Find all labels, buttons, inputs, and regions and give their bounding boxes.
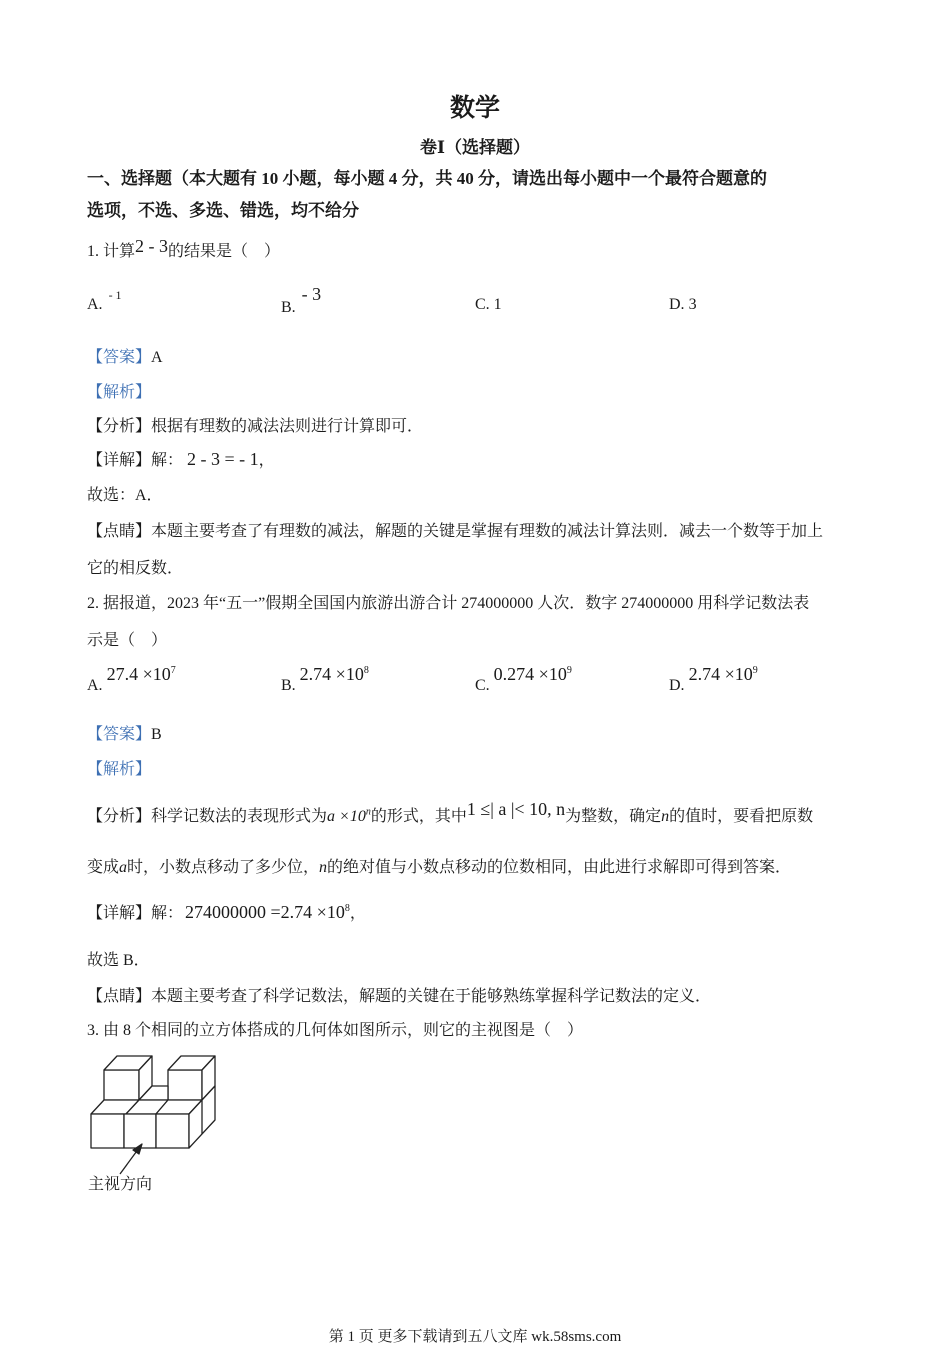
q2-option-a-exp: 7 xyxy=(170,665,176,676)
q1-dianjing-line2: 它的相反数． xyxy=(87,560,184,577)
q1-xiangjie-math: 2 - 3 = - 1 xyxy=(187,449,259,469)
q2-option-c-exp: 9 xyxy=(566,665,572,676)
page-title: 数学 xyxy=(449,95,500,122)
q1-option-c-label: C. xyxy=(475,296,490,313)
q1-answer-value: A xyxy=(151,349,163,366)
q1-option-b xyxy=(281,284,322,317)
q2-stem-line2: 示是（ ） xyxy=(87,632,168,649)
q2-option-a-label: A. xyxy=(87,677,103,694)
q2-stem-line1: 2. 据报道，2023 年“五一”假期全国国内旅游出游合计 274000000 人次．数字 274000000 用科学记数法表 xyxy=(87,595,810,612)
q1-guxuan: 故选：A． xyxy=(87,487,163,504)
q2-option-b-value xyxy=(300,664,369,684)
q2-option-b xyxy=(281,664,369,695)
q1-dianjing-tag: 【点睛】 xyxy=(87,523,152,540)
q1-dianjing-text: 本题主要考查了有理数的减法，解题的关键是掌握有理数的减法计算法则．减去一个数等于加上 xyxy=(151,523,824,540)
page-footer: 第 1 页 更多下载请到五八文库 wk.58sms.com xyxy=(328,1329,622,1345)
q2-analysis-tag: 【解析】 xyxy=(87,761,152,778)
q2-dianjing xyxy=(87,983,711,1006)
q2-guxuan: 故选 B． xyxy=(87,952,150,969)
q2-fenxi-a: 科学记数法的表现形式为 xyxy=(151,808,328,825)
q2-xiangjie-tag: 【详解】 xyxy=(87,905,152,922)
q1-xiangjie-suffix: ， xyxy=(258,452,275,469)
q2-xiangjie-exp: 8 xyxy=(344,903,350,914)
q2-fenxi-b: 的形式，其中 xyxy=(370,808,467,825)
q2-xiangjie-prefix: 解： xyxy=(151,905,184,922)
q2-fenxi-math1-exp: n xyxy=(365,806,371,818)
cube-top-right-front xyxy=(168,1070,202,1100)
q2-option-d-value xyxy=(689,664,758,684)
q2-fenxi-c: 为整数，确定 xyxy=(565,808,662,825)
q2-answer-tag: 【答案】 xyxy=(87,726,152,743)
q2-fenxi-line2-c: 的绝对值与小数点移动的位数相同，由此进行求解即可得到答案． xyxy=(327,859,792,876)
q2-fenxi-math1 xyxy=(327,808,371,825)
q2-fenxi-tag: 【分析】 xyxy=(87,808,152,825)
q2-fenxi-line2-n: n xyxy=(319,859,328,876)
cube-bottom-3-front xyxy=(156,1114,189,1148)
q1-answer-tag: 【答案】 xyxy=(87,349,152,366)
q2-xiangjie-suffix: ， xyxy=(349,905,366,922)
q1-xiangjie-tag: 【详解】 xyxy=(87,452,152,469)
q2-xiangjie-math-base: 274000000 =2.74 ×10 xyxy=(185,902,345,922)
q1-dianjing-line1 xyxy=(87,518,823,541)
q2-option-b-exp: 8 xyxy=(363,665,369,676)
q2-fenxi-line2-a: 变成 xyxy=(87,859,120,876)
q1-option-c-value: 1 xyxy=(493,296,502,313)
q3-figure-label: 主视方向 xyxy=(88,1176,153,1193)
q1-option-d-value: 3 xyxy=(688,296,697,313)
q2-option-c xyxy=(475,664,572,695)
q2-xiangjie xyxy=(87,900,366,923)
q2-fenxi-line2-b: 时，小数点移动了多少位， xyxy=(127,859,320,876)
q1-option-a-value: - 1 xyxy=(108,288,122,302)
q1-stem-math: 2 - 3 xyxy=(135,236,169,256)
q2-answer xyxy=(87,721,162,744)
section-heading-line1: 一、选择题（本大题有 10 小题，每小题 4 分，共 40 分，请选出每小题中一个最符合题意的 xyxy=(87,169,767,188)
q2-dianjing-tag: 【点睛】 xyxy=(87,988,152,1005)
q3-stem: 3. 由 8 个相同的立方体搭成的几何体如图所示，则它的主视图是（ ） xyxy=(87,1022,584,1039)
q1-option-b-value: - 3 xyxy=(301,284,322,304)
q1-stem-suffix: 的结果是（ ） xyxy=(168,243,281,260)
q1-xiangjie xyxy=(87,447,275,470)
q2-fenxi-line2 xyxy=(87,854,791,877)
q2-option-c-label: C. xyxy=(475,677,490,694)
q2-option-c-base: 0.274 ×10 xyxy=(493,664,567,684)
q1-analysis-tag: 【解析】 xyxy=(87,384,152,401)
q2-fenxi-n: n xyxy=(661,808,670,825)
q2-fenxi-math2: 1 ≤| a |< 10, n xyxy=(466,799,566,819)
q1-option-c xyxy=(475,296,502,314)
q2-option-a-base: 27.4 ×10 xyxy=(106,664,171,684)
q1-option-d xyxy=(669,296,697,314)
q2-option-b-label: B. xyxy=(281,677,296,694)
cube-bottom-2-front xyxy=(124,1114,156,1148)
q1-answer xyxy=(87,344,163,367)
q1-option-a xyxy=(87,288,122,314)
q1-stem xyxy=(87,238,280,261)
q2-option-b-base: 2.74 ×10 xyxy=(299,664,364,684)
q1-fenxi xyxy=(87,413,423,436)
q2-option-a-value xyxy=(107,664,176,684)
q2-option-a xyxy=(87,664,176,695)
q2-option-d xyxy=(669,664,758,695)
paper-subtitle: 卷Ⅰ（选择题） xyxy=(420,138,530,157)
q2-fenxi-math1-base: a ×10 xyxy=(327,808,366,825)
q2-xiangjie-math xyxy=(185,902,350,922)
q2-answer-value: B xyxy=(151,726,162,743)
q1-xiangjie-prefix: 解： xyxy=(151,452,184,469)
q2-dianjing-text: 本题主要考查了科学记数法，解题的关键在于能够熟练掌握科学记数法的定义． xyxy=(151,988,712,1005)
q2-fenxi-line1 xyxy=(87,799,814,826)
q2-fenxi-line2-avar: a xyxy=(119,859,128,876)
q1-fenxi-tag: 【分析】 xyxy=(87,418,152,435)
section-heading-line2: 选项，不选、多选、错选，均不给分 xyxy=(87,201,359,220)
q2-option-d-label: D. xyxy=(669,677,685,694)
cube-top-left-front xyxy=(104,1070,139,1100)
q1-option-d-label: D. xyxy=(669,296,685,313)
q2-option-d-base: 2.74 ×10 xyxy=(688,664,753,684)
cube-bottom-1-front xyxy=(91,1114,124,1148)
q2-option-d-exp: 9 xyxy=(752,665,758,676)
q2-option-c-value xyxy=(494,664,572,684)
q1-stem-prefix: 1. 计算 xyxy=(87,243,136,260)
q2-fenxi-d: 的值时，要看把原数 xyxy=(669,808,814,825)
q1-fenxi-text: 根据有理数的减法法则进行计算即可． xyxy=(151,418,424,435)
q1-option-a-label: A. xyxy=(87,296,103,313)
q1-option-b-label: B. xyxy=(281,299,296,316)
